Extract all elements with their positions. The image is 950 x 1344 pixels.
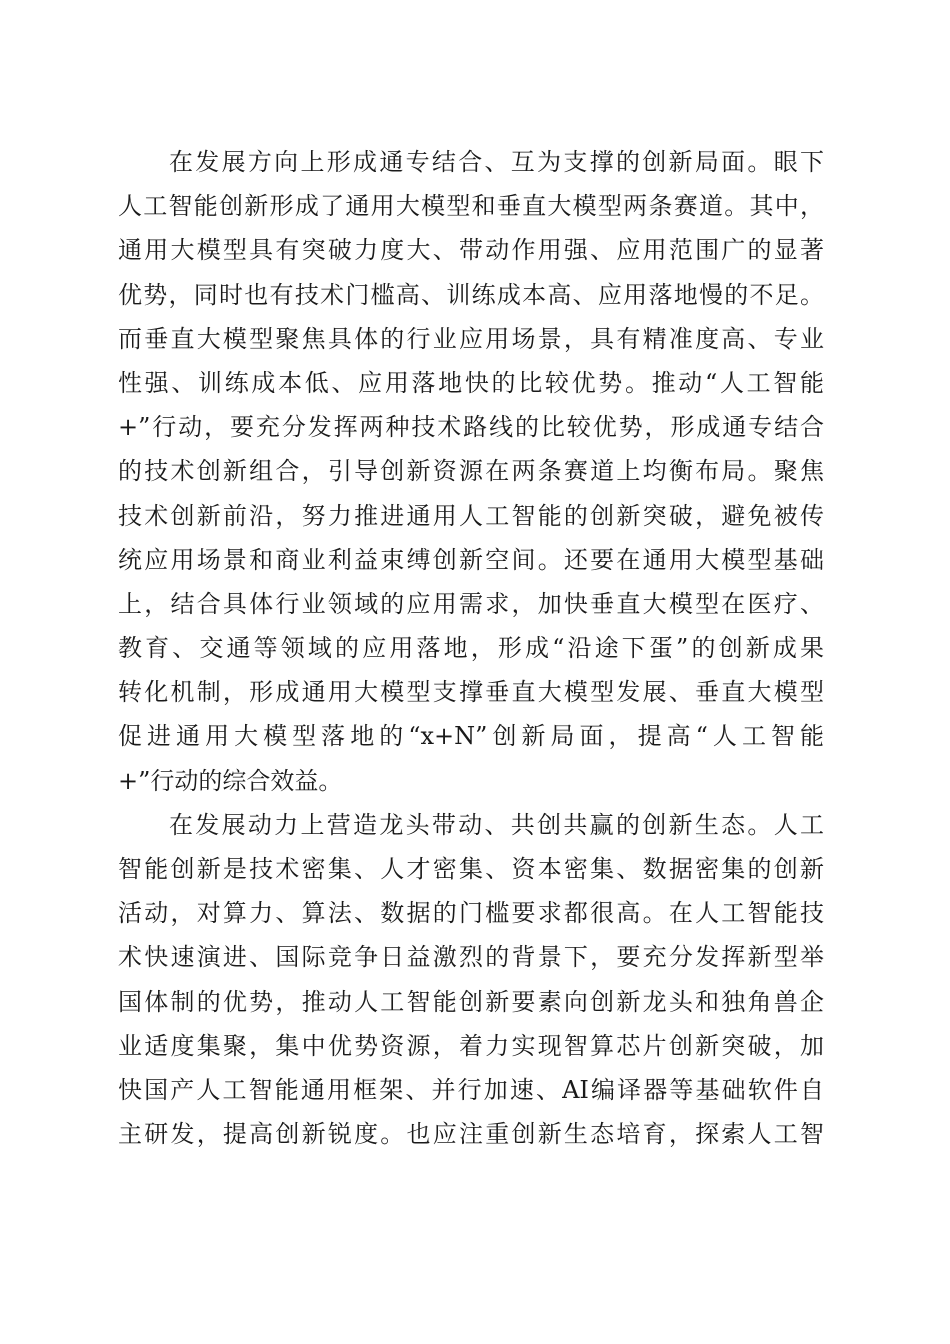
text-line: 的技术创新组合，引导创新资源在两条赛道上均衡布局。聚焦	[118, 457, 824, 486]
text-line: 教育、交通等领域的应用落地，形成“沿途下蛋”的创新成果	[118, 634, 824, 663]
text-line: 人工智能创新形成了通用大模型和垂直大模型两条赛道。其中，	[118, 192, 824, 221]
paragraph-general-specialized	[118, 140, 824, 803]
text-line: 而垂直大模型聚焦具体的行业应用场景，具有精准度高、专业	[118, 324, 824, 353]
text-line: 促进通用大模型落地的“x+N”创新局面，提高“人工智能	[118, 722, 824, 751]
text-line: 上，结合具体行业领域的应用需求，加快垂直大模型在医疗、	[118, 589, 824, 618]
document-body	[118, 140, 824, 1156]
text-line: 业适度集聚，集中优势资源，着力实现智算芯片创新突破，加	[118, 1031, 824, 1060]
text-line: 活动，对算力、算法、数据的门槛要求都很高。在人工智能技	[118, 899, 824, 928]
text-line: 主研发，提高创新锐度。也应注重创新生态培育，探索人工智	[118, 1120, 824, 1149]
text-line: 统应用场景和商业利益束缚创新空间。还要在通用大模型基础	[118, 545, 824, 574]
text-line: 转化机制，形成通用大模型支撑垂直大模型发展、垂直大模型	[118, 678, 824, 707]
text-line: 术快速演进、国际竞争日益激烈的背景下，要充分发挥新型举	[118, 943, 824, 972]
text-line: 技术创新前沿，努力推进通用人工智能的创新突破，避免被传	[118, 501, 824, 530]
text-line: 快国产人工智能通用框架、并行加速、AI编译器等基础软件自	[118, 1075, 824, 1104]
text-line: 在发展方向上形成通专结合、互为支撑的创新局面。眼下	[169, 148, 824, 176]
text-line: 智能创新是技术密集、人才密集、资本密集、数据密集的创新	[118, 855, 824, 883]
text-line: +”行动的综合效益。	[118, 766, 343, 795]
text-line: 在发展动力上营造龙头带动、共创共赢的创新生态。人工	[169, 810, 824, 839]
text-line: 通用大模型具有突破力度大、带动作用强、应用范围广的显著	[118, 236, 824, 265]
text-line: 性强、训练成本低、应用落地快的比较优势。推动“人工智能	[118, 368, 824, 397]
paragraph-innovation-ecosystem	[118, 803, 824, 1157]
text-line: 优势，同时也有技术门槛高、训练成本高、应用落地慢的不足。	[118, 280, 824, 309]
text-line: 国体制的优势，推动人工智能创新要素向创新龙头和独角兽企	[118, 987, 824, 1016]
text-line: +”行动，要充分发挥两种技术路线的比较优势，形成通专结合	[118, 413, 824, 442]
